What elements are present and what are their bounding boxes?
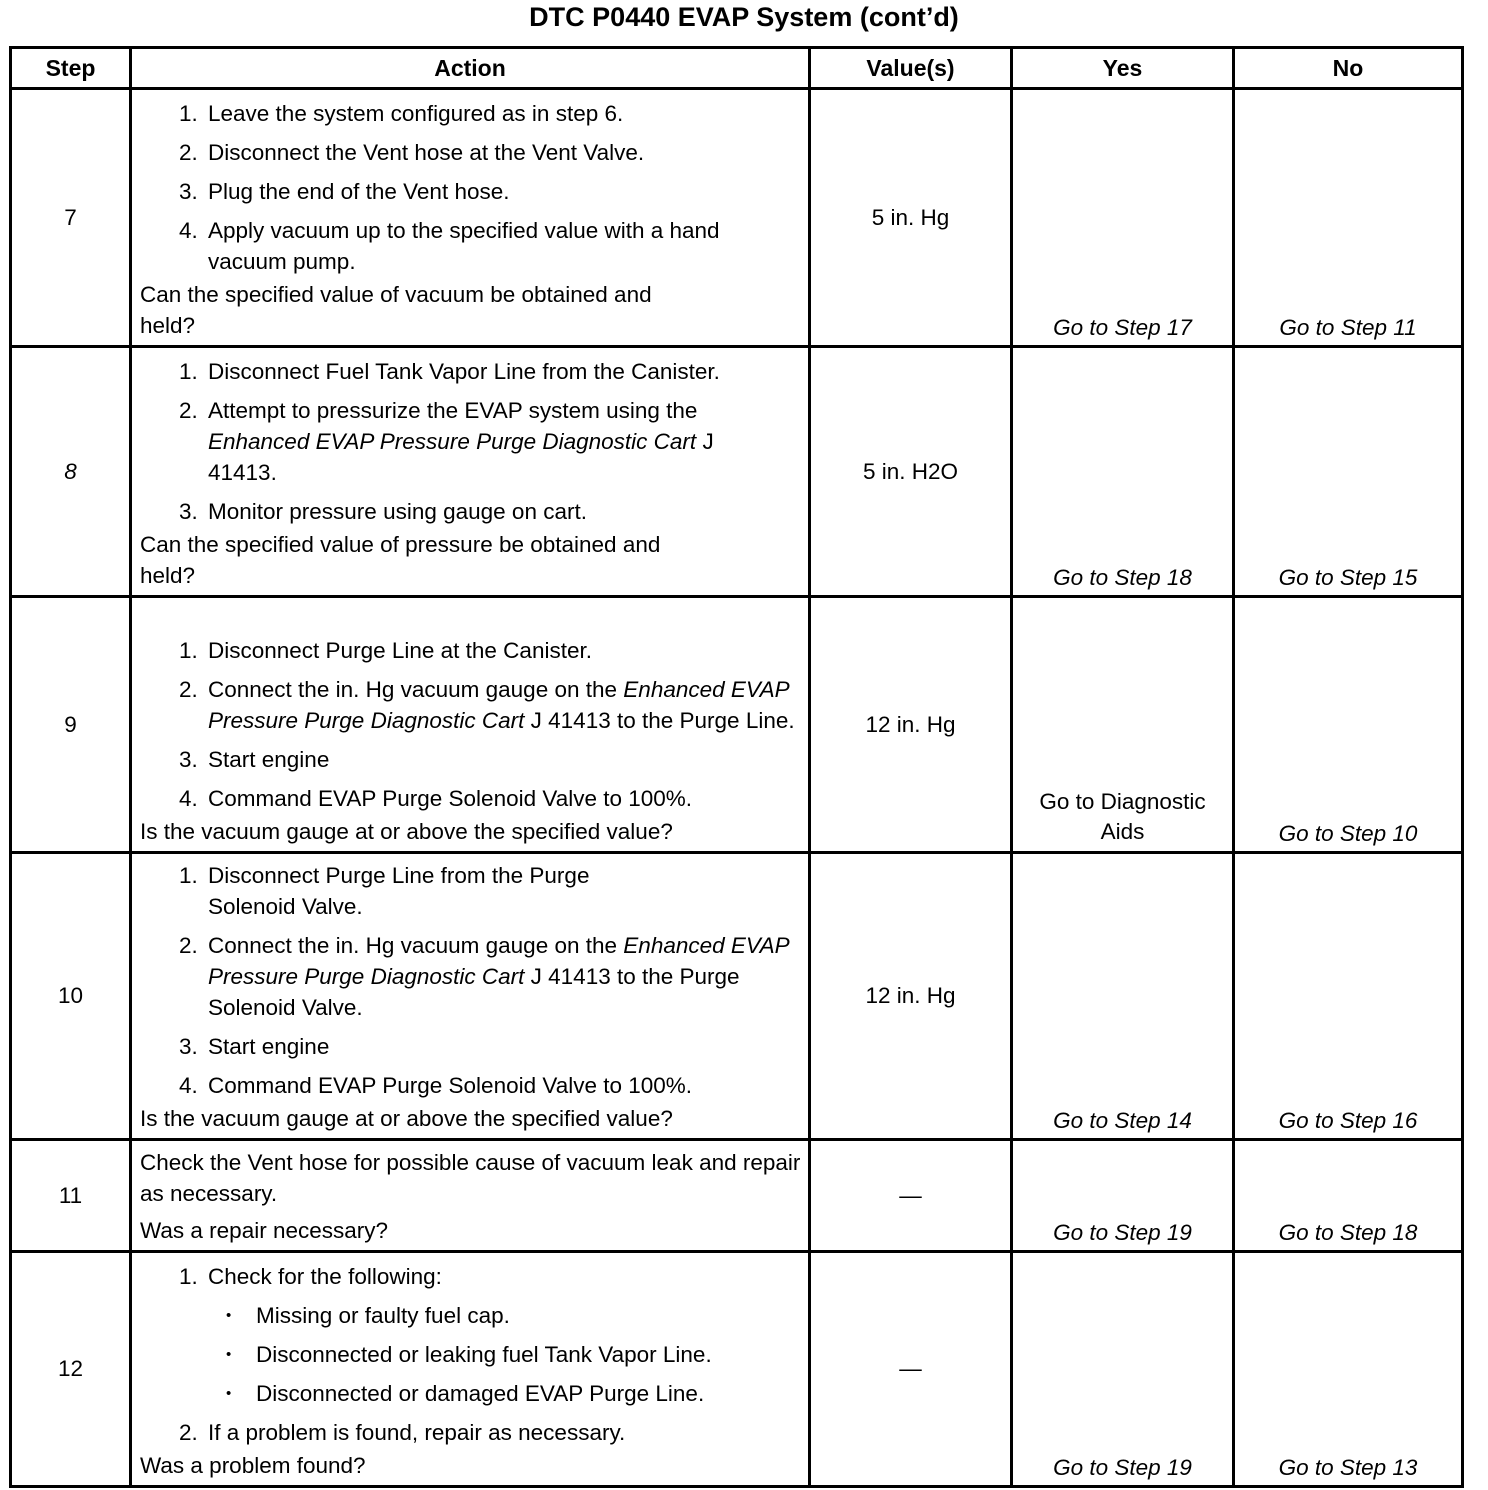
step-number: 8	[11, 347, 131, 597]
list-item	[204, 930, 804, 1023]
header-step: Step	[11, 48, 131, 89]
table-row	[11, 1252, 1463, 1487]
action-cell	[131, 89, 810, 347]
bullet-item: • Disconnected or damaged EVAP Purge Line.	[252, 1378, 804, 1409]
list-item: 4. Command EVAP Purge Solenoid Valve to 100%.	[204, 783, 804, 814]
value-cell: 5 in. Hg	[810, 89, 1012, 347]
action-cell	[131, 1140, 810, 1252]
list-item: 1. Leave the system configured as in step 6.	[204, 98, 804, 129]
header-action: Action	[131, 48, 810, 89]
tool-number: J 41413.	[208, 429, 714, 485]
yes-link: Go to Step 14	[1012, 853, 1234, 1140]
list-item	[204, 674, 804, 736]
list-item: 4. Command EVAP Purge Solenoid Valve to 100%.	[204, 1070, 804, 1101]
action-list	[140, 635, 804, 814]
table-row	[11, 597, 1463, 853]
list-item-text: Check for the following:	[208, 1264, 442, 1289]
question: Can the specified value of vacuum be obtained and held?	[140, 282, 652, 338]
list-item: 1. Disconnect Purge Line from the Purge Solenoid Valve.	[204, 860, 804, 922]
action-list	[140, 860, 804, 1101]
value-cell: 5 in. H2O	[810, 347, 1012, 597]
list-item: 3. Start engine	[204, 744, 804, 775]
page-title: DTC P0440 EVAP System (cont’d)	[529, 2, 959, 32]
table-row	[11, 853, 1463, 1140]
tool-number: J 41413 to the Purge Solenoid Valve.	[208, 964, 740, 1020]
question: Is the vacuum gauge at or above the specified value?	[140, 819, 673, 844]
list-item: 2. If a problem is found, repair as necessary.	[204, 1417, 804, 1448]
value-cell: 12 in. Hg	[810, 853, 1012, 1140]
yes-link: Go to Diagnostic Aids	[1012, 597, 1234, 853]
list-item: 1. Disconnect Fuel Tank Vapor Line from the Canister.	[204, 356, 804, 387]
action-text: Check the Vent hose for possible cause of vacuum leak and repair as necessary.	[140, 1150, 801, 1206]
table-row	[11, 89, 1463, 347]
action-cell	[131, 853, 810, 1140]
header-yes: Yes	[1012, 48, 1234, 89]
list-item: 3. Plug the end of the Vent hose.	[204, 176, 804, 207]
no-link: Go to Step 10	[1234, 597, 1463, 853]
bullet-item: • Disconnected or leaking fuel Tank Vapor Line.	[252, 1339, 804, 1370]
no-link: Go to Step 18	[1234, 1140, 1463, 1252]
list-item	[204, 1261, 804, 1409]
diagnostic-table	[9, 46, 1464, 1488]
list-item-text: Connect the in. Hg vacuum gauge on the	[208, 933, 618, 958]
action-list	[140, 356, 804, 527]
list-item	[204, 395, 804, 488]
action-cell	[131, 347, 810, 597]
yes-link: Go to Step 18	[1012, 347, 1234, 597]
value-cell: —	[810, 1252, 1012, 1487]
value-cell: —	[810, 1140, 1012, 1252]
tool-number: J 41413 to the Purge Line.	[530, 708, 795, 733]
question: Was a problem found?	[140, 1453, 366, 1478]
tool-name: Enhanced EVAP Pressure Purge Diagnostic Cart	[208, 429, 697, 454]
action-cell	[131, 1252, 810, 1487]
no-link: Go to Step 16	[1234, 853, 1463, 1140]
header-no: No	[1234, 48, 1463, 89]
action-list	[140, 98, 804, 277]
no-link: Go to Step 15	[1234, 347, 1463, 597]
step-number: 10	[11, 853, 131, 1140]
no-link: Go to Step 13	[1234, 1252, 1463, 1487]
step-number: 9	[11, 597, 131, 853]
list-item: 1. Disconnect Purge Line at the Canister.	[204, 635, 804, 666]
list-item: 3. Monitor pressure using gauge on cart.	[204, 496, 804, 527]
list-item-text: Connect the in. Hg vacuum gauge on the	[208, 677, 618, 702]
no-link: Go to Step 11	[1234, 89, 1463, 347]
table-row	[11, 1140, 1463, 1252]
action-list	[140, 1261, 804, 1448]
action-cell	[131, 597, 810, 853]
list-item-text: Attempt to pressurize the EVAP system using the	[208, 398, 698, 423]
bullet-item: • Missing or faulty fuel cap.	[252, 1300, 804, 1331]
step-number: 12	[11, 1252, 131, 1487]
question: Can the specified value of pressure be obtained and held?	[140, 532, 661, 588]
header-row	[11, 48, 1463, 89]
tool-name: Enhanced EVAP Pressure Purge Diagnostic Cart	[208, 677, 789, 733]
yes-link: Go to Step 19	[1012, 1140, 1234, 1252]
question: Was a repair necessary?	[140, 1218, 389, 1243]
value-cell: 12 in. Hg	[810, 597, 1012, 853]
step-number: 11	[11, 1140, 131, 1252]
table-row	[11, 347, 1463, 597]
list-item: 2. Disconnect the Vent hose at the Vent Valve.	[204, 137, 804, 168]
list-item: 4. Apply vacuum up to the specified value with a hand vacuum pump.	[204, 215, 804, 277]
bullet-list	[208, 1300, 804, 1409]
yes-link: Go to Step 19	[1012, 1252, 1234, 1487]
header-values: Value(s)	[810, 48, 1012, 89]
tool-name: Enhanced EVAP Pressure Purge Diagnostic Cart	[208, 933, 789, 989]
question: Is the vacuum gauge at or above the specified value?	[140, 1106, 673, 1131]
list-item: 3. Start engine	[204, 1031, 804, 1062]
step-number: 7	[11, 89, 131, 347]
yes-link: Go to Step 17	[1012, 89, 1234, 347]
